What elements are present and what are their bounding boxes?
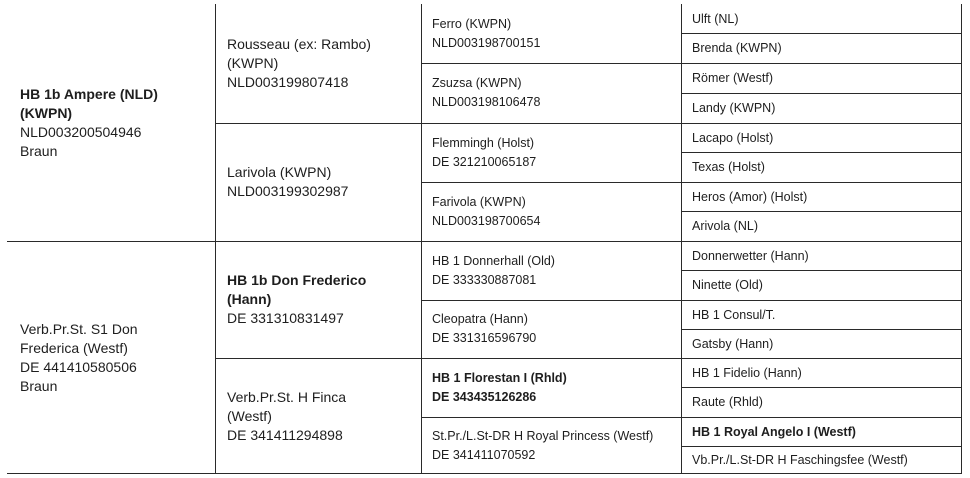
- ancestor-name: Larivola (KWPN): [227, 164, 332, 180]
- ancestor-name: HB 1 Donnerhall (Old): [432, 253, 555, 268]
- sire-cell: [7, 4, 215, 241]
- gen3-cell: [421, 300, 681, 358]
- ancestor-name: St.Pr./L.St-DR H Royal Princess (Westf): [432, 428, 654, 443]
- ancestor-name: Ulft (NL): [692, 11, 739, 26]
- ancestor-registration: NLD003199807418: [227, 74, 349, 90]
- gen3-cell: [421, 63, 681, 123]
- ancestor-registration: NLD003198700151: [432, 35, 541, 50]
- row-divider: [681, 270, 962, 271]
- ancestor-registration: DE 343435126286: [432, 389, 537, 404]
- row-divider: [421, 417, 962, 418]
- row-divider: [421, 300, 962, 301]
- gen3-cell: [421, 241, 681, 300]
- gen2-cell: [215, 358, 421, 474]
- ancestor-name: Gatsby (Hann): [692, 336, 774, 351]
- gen4-cell: [681, 417, 962, 446]
- gen4-cell: [681, 300, 962, 329]
- row-divider: [681, 446, 962, 447]
- gen4-cell: [681, 329, 962, 358]
- ancestor-name: HB 1 Fidelio (Hann): [692, 365, 802, 380]
- row-divider: [215, 358, 962, 359]
- ancestor-name: HB 1 Royal Angelo I (Westf): [692, 424, 856, 439]
- ancestor-registration: NLD003198700654: [432, 213, 541, 228]
- ancestor-name: Ferro (KWPN): [432, 16, 512, 31]
- ancestor-name: Zsuzsa (KWPN): [432, 76, 522, 90]
- ancestor-studbook: (Westf): [227, 407, 272, 424]
- ancestor-name: Verb.Pr.St. H Finca: [227, 388, 347, 405]
- dam-name-line-1: Verb.Pr.St. S1 Don: [20, 320, 138, 337]
- gen4-cell: [681, 123, 962, 152]
- ancestor-studbook: (KWPN): [227, 55, 279, 71]
- row-divider: [421, 63, 962, 64]
- gen2-cell: [215, 241, 421, 358]
- row-divider: [681, 387, 962, 388]
- dam-color: Braun: [20, 377, 58, 394]
- gen4-cell: [681, 387, 962, 417]
- column-divider: [421, 4, 422, 474]
- gen4-cell: [681, 211, 962, 241]
- sire-color: Braun: [20, 142, 58, 159]
- gen3-cell: [421, 182, 681, 241]
- ancestor-registration: DE 331316596790: [432, 331, 537, 345]
- gen3-cell: [421, 123, 681, 182]
- ancestor-registration: DE 341411070592: [432, 447, 536, 462]
- row-divider: [681, 152, 962, 153]
- row-divider: [421, 182, 962, 183]
- ancestor-name: Rousseau (ex: Rambo): [227, 36, 371, 52]
- ancestor-name: Texas (Holst): [692, 160, 765, 174]
- row-divider: [681, 211, 962, 212]
- gen4-cell: [681, 270, 962, 300]
- ancestor-name: Heros (Amor) (Holst): [692, 189, 808, 204]
- row-divider: [681, 93, 962, 94]
- ancestor-name: HB 1 Florestan I (Rhld): [432, 370, 567, 385]
- gen3-cell: [421, 4, 681, 63]
- gen3-cell: [421, 417, 681, 474]
- gen4-cell: [681, 93, 962, 123]
- row-divider: [7, 241, 962, 242]
- ancestor-registration: DE 341411294898: [227, 426, 343, 443]
- column-divider: [215, 4, 216, 474]
- row-divider: [681, 33, 962, 34]
- sire-name-line-1: HB 1b Ampere (NLD): [20, 85, 158, 102]
- ancestor-name: Arivola (NL): [692, 219, 758, 233]
- column-divider: [961, 4, 962, 474]
- pedigree-table: [7, 4, 962, 474]
- ancestor-name: Farivola (KWPN): [432, 194, 526, 209]
- sire-registration: NLD003200504946: [20, 123, 142, 140]
- dam-cell: [7, 241, 215, 474]
- gen2-cell: [215, 123, 421, 241]
- ancestor-name: Donnerwetter (Hann): [692, 248, 809, 263]
- row-divider: [7, 473, 962, 474]
- row-divider: [215, 123, 962, 124]
- gen3-cell: [421, 358, 681, 417]
- gen4-cell: [681, 182, 962, 211]
- gen4-cell: [681, 358, 962, 387]
- dam-name-line-2: Frederica (Westf): [20, 339, 128, 356]
- gen4-cell: [681, 446, 962, 474]
- ancestor-registration: NLD003199302987: [227, 183, 349, 199]
- ancestor-name: Lacapo (Holst): [692, 130, 774, 145]
- ancestor-name: Brenda (KWPN): [692, 41, 782, 55]
- gen4-cell: [681, 241, 962, 270]
- ancestor-name: HB 1b Don Frederico: [227, 272, 367, 288]
- ancestor-name: Landy (KWPN): [692, 101, 776, 115]
- ancestor-name: Raute (Rhld): [692, 395, 763, 409]
- ancestor-name: Cleopatra (Hann): [432, 312, 528, 326]
- row-divider: [681, 329, 962, 330]
- gen4-cell: [681, 63, 962, 93]
- gen2-cell: [215, 4, 421, 123]
- ancestor-name: Römer (Westf): [692, 71, 774, 85]
- ancestor-name: Vb.Pr./L.St-DR H Faschingsfee (Westf): [692, 453, 908, 467]
- gen4-cell: [681, 4, 962, 33]
- dam-registration: DE 441410580506: [20, 358, 137, 375]
- ancestor-registration: DE 333330887081: [432, 272, 537, 287]
- ancestor-name: Ninette (Old): [692, 278, 763, 292]
- sire-name-line-2: (KWPN): [20, 104, 73, 121]
- gen4-cell: [681, 152, 962, 182]
- gen4-cell: [681, 33, 962, 63]
- ancestor-studbook: (Hann): [227, 291, 272, 307]
- ancestor-registration: DE 321210065187: [432, 154, 537, 169]
- column-divider: [681, 4, 682, 474]
- ancestor-name: HB 1 Consul/T.: [692, 307, 776, 322]
- ancestor-registration: NLD003198106478: [432, 95, 541, 109]
- ancestor-name: Flemmingh (Holst): [432, 135, 535, 150]
- ancestor-registration: DE 331310831497: [227, 310, 344, 326]
